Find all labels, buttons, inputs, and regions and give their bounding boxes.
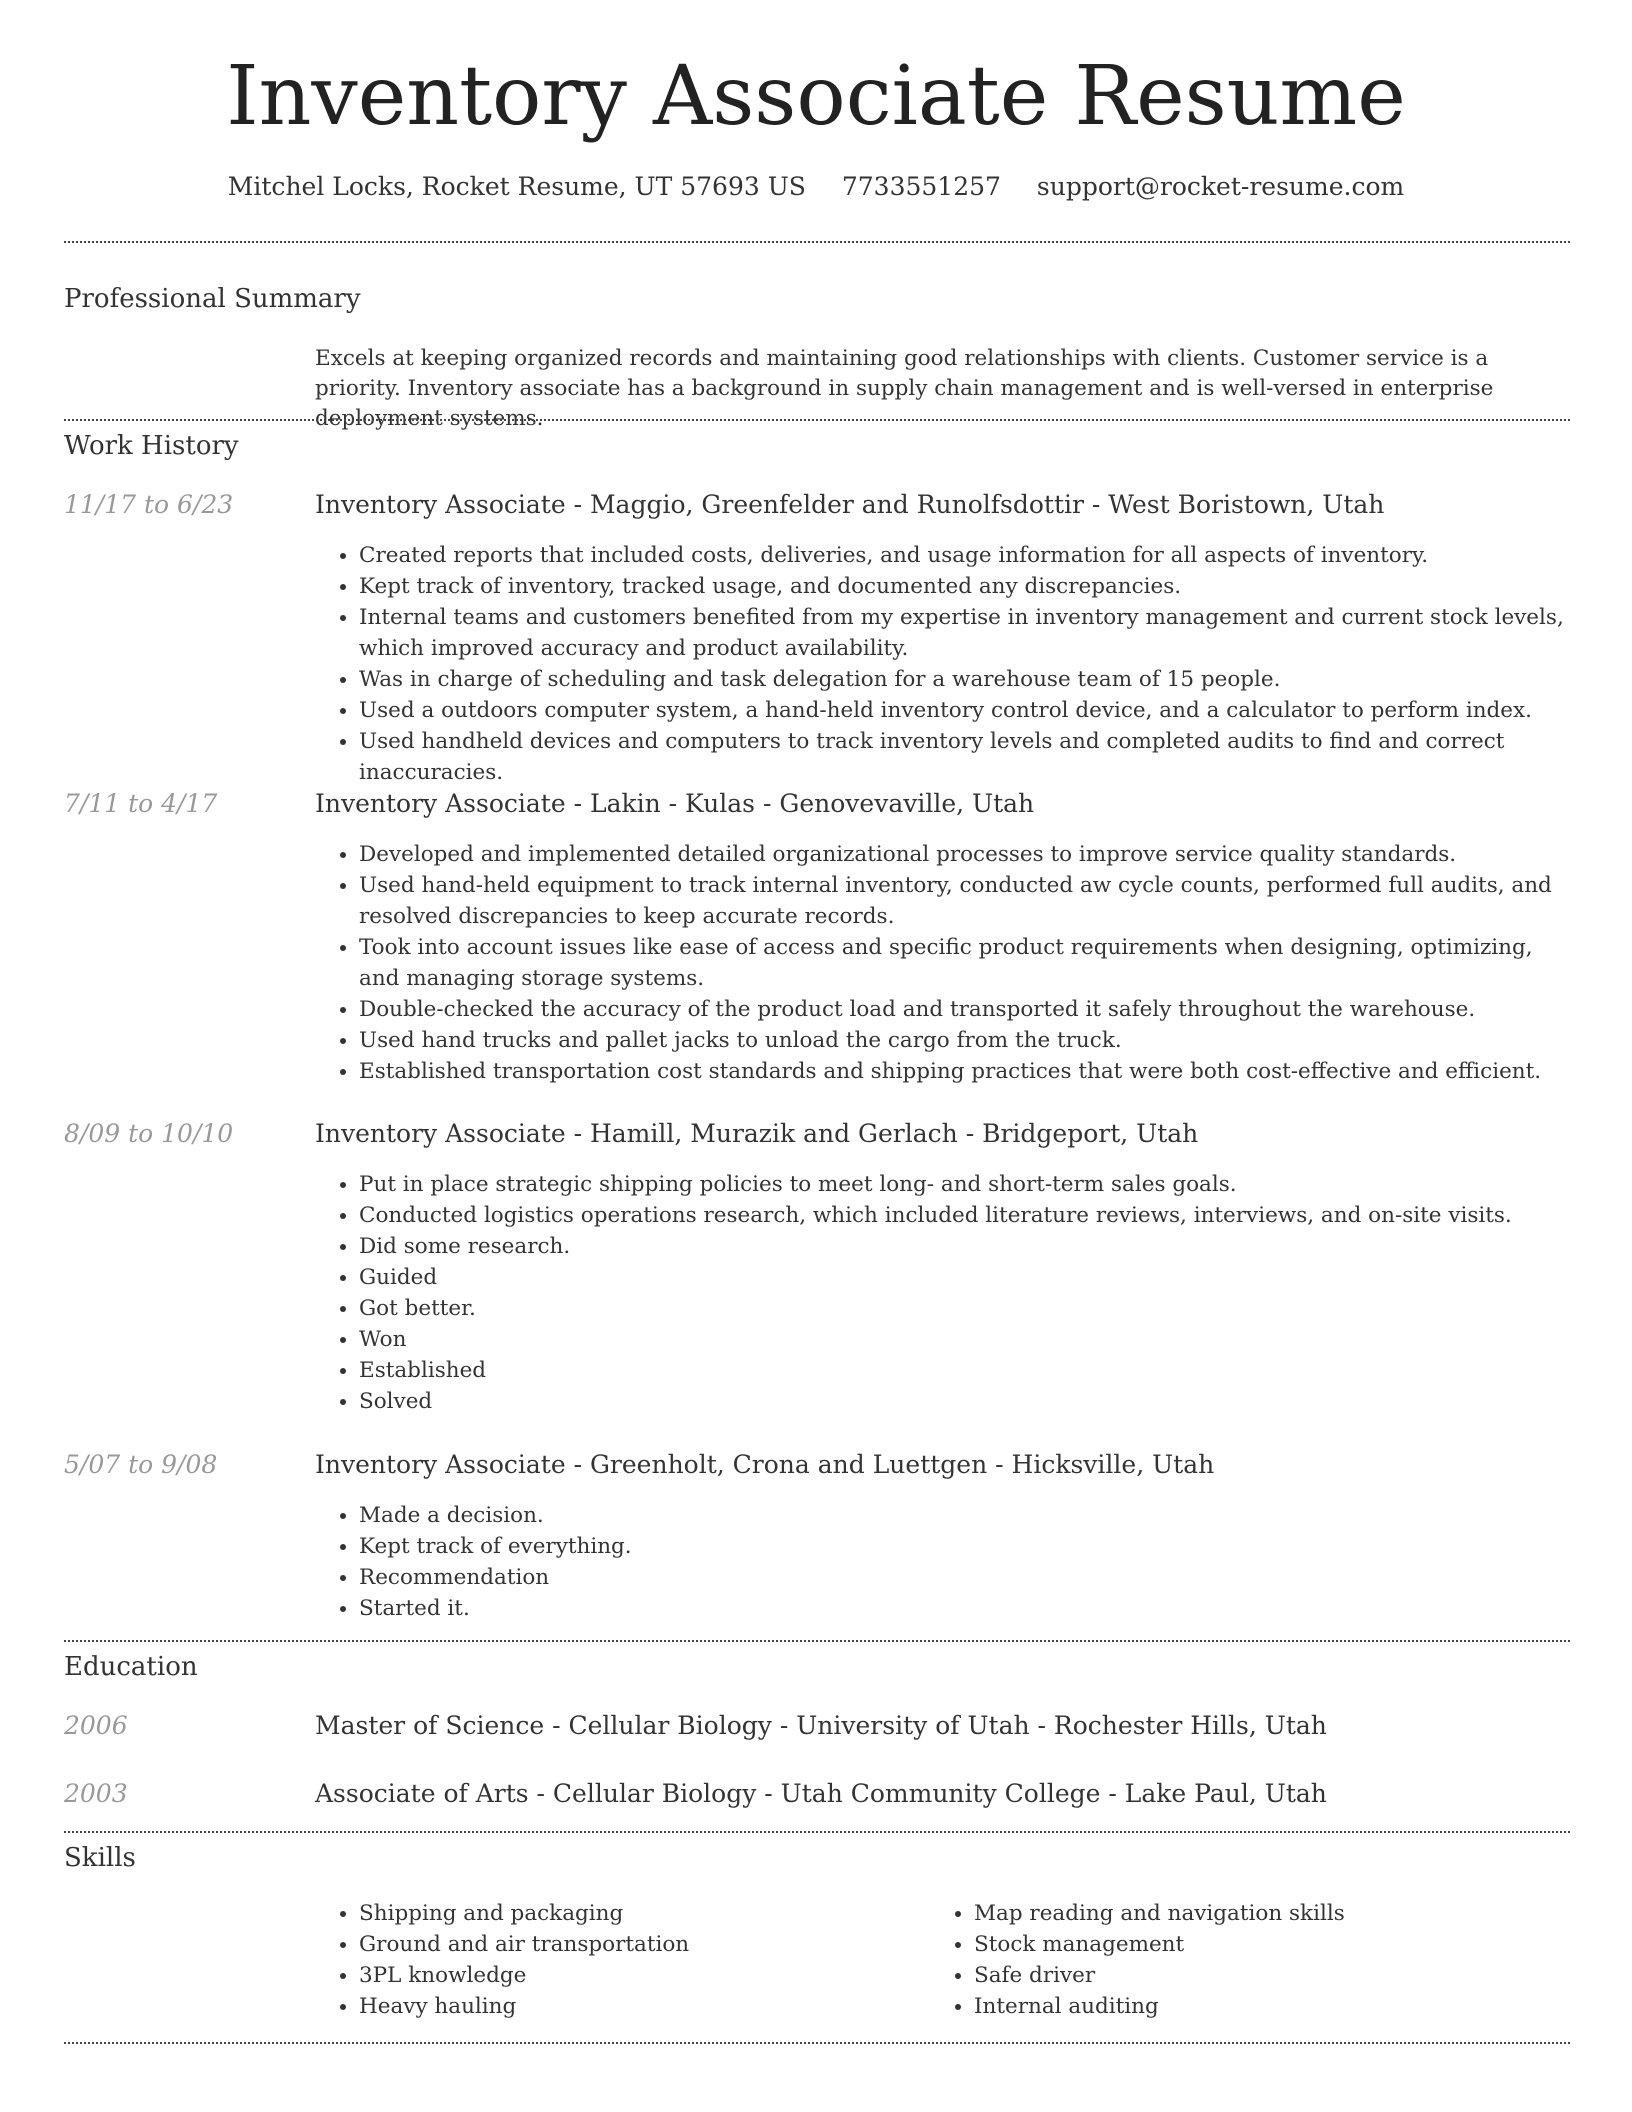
job-bullet: • Put in place strategic shipping policies to meet long- and short-term sales goals.: [359, 1169, 1567, 1200]
job-bullet: • Solved: [359, 1386, 1567, 1417]
job-dates: 11/17 to 6/23: [64, 490, 234, 519]
job-bullet: • Made a decision.: [359, 1500, 1567, 1531]
summary-text: Excels at keeping organized records and maintaining good relationships with clients. Customer service is a priority. Inventory associate has a background in supply chain management and is well-versed in enterprise deployment systems.: [315, 346, 1494, 431]
section-title-skills: Skills: [64, 1843, 136, 1873]
skill-item: • Map reading and navigation skills: [974, 1898, 1632, 1929]
skill-item: • 3PL knowledge: [359, 1960, 1567, 1991]
contact-address: Mitchel Locks, Rocket Resume, UT 57693 US: [227, 172, 806, 201]
skills-list-right: [930, 1898, 1632, 2022]
job-bullet: • Used hand-held equipment to track internal inventory, conducted aw cycle counts, performed full audits, and resolved discrepancies to keep accurate records.: [359, 870, 1567, 932]
education-title: Master of Science - Cellular Biology - University of Utah - Rochester Hills, Utah: [315, 1711, 1327, 1740]
skill-item: • Ground and air transportation: [359, 1929, 1567, 1960]
job-bullet: • Used hand trucks and pallet jacks to unload the cargo from the truck.: [359, 1025, 1567, 1056]
job-title: Inventory Associate - Maggio, Greenfelder and Runolfsdottir - West Boristown, Utah: [315, 490, 1385, 519]
job-bullet: • Used handheld devices and computers to track inventory levels and completed audits to find and correct inaccuracies.: [359, 726, 1567, 788]
job-bullet: • Recommendation: [359, 1562, 1567, 1593]
job-bullet: • Did some research.: [359, 1231, 1567, 1262]
job-title: Inventory Associate - Hamill, Murazik and Gerlach - Bridgeport, Utah: [315, 1119, 1199, 1148]
job-bullet: • Took into account issues like ease of access and specific product requirements when designing, optimizing, and managing storage systems.: [359, 932, 1567, 994]
skill-item: • Heavy hauling: [359, 1991, 1567, 2022]
job-bullet: • Won: [359, 1324, 1567, 1355]
section-title-work-history: Work History: [64, 431, 239, 461]
skill-item: • Shipping and packaging: [359, 1898, 1567, 1929]
job-bullets: [315, 540, 1567, 788]
job-bullets: [315, 1500, 1567, 1624]
skill-item: • Safe driver: [974, 1960, 1632, 1991]
page-title: Inventory Associate Resume: [226, 49, 1406, 144]
divider: [64, 241, 1570, 243]
job-dates: 7/11 to 4/17: [64, 789, 218, 818]
skill-item: • Stock management: [974, 1929, 1632, 1960]
skill-item: • Internal auditing: [974, 1991, 1632, 2022]
education-year: 2006: [64, 1711, 128, 1740]
job-bullet: • Established: [359, 1355, 1567, 1386]
job-bullet: • Kept track of inventory, tracked usage, and documented any discrepancies.: [359, 571, 1567, 602]
job-bullet: • Created reports that included costs, deliveries, and usage information for all aspects of inventory.: [359, 540, 1567, 571]
job-bullet: • Kept track of everything.: [359, 1531, 1567, 1562]
job-bullet: • Conducted logistics operations research, which included literature reviews, interviews, and on-site visits.: [359, 1200, 1567, 1231]
job-bullet: • Was in charge of scheduling and task delegation for a warehouse team of 15 people.: [359, 664, 1567, 695]
divider: [64, 419, 1570, 421]
education-title: Associate of Arts - Cellular Biology - Utah Community College - Lake Paul, Utah: [315, 1779, 1327, 1808]
job-bullet: • Got better.: [359, 1293, 1567, 1324]
section-title-summary: Professional Summary: [64, 284, 361, 314]
contact-phone: 7733551257: [841, 172, 1001, 201]
section-title-education: Education: [64, 1652, 198, 1682]
divider: [64, 1640, 1570, 1642]
job-bullet: • Developed and implemented detailed organizational processes to improve service quality standards.: [359, 839, 1567, 870]
job-dates: 8/09 to 10/10: [64, 1119, 234, 1148]
job-bullet: • Internal teams and customers benefited from my expertise in inventory management and current stock levels, which improved accuracy and product availability.: [359, 602, 1567, 664]
job-title: Inventory Associate - Greenholt, Crona and Luettgen - Hicksville, Utah: [315, 1450, 1215, 1479]
job-bullets: [315, 1169, 1567, 1417]
job-bullets: [315, 839, 1567, 1087]
education-year: 2003: [64, 1779, 128, 1808]
job-bullet: • Double-checked the accuracy of the product load and transported it safely throughout the warehouse.: [359, 994, 1567, 1025]
job-bullet: • Established transportation cost standards and shipping practices that were both cost-effective and efficient.: [359, 1056, 1567, 1087]
job-bullet: • Used a outdoors computer system, a hand-held inventory control device, and a calculator to perform index.: [359, 695, 1567, 726]
job-dates: 5/07 to 9/08: [64, 1450, 218, 1479]
job-title: Inventory Associate - Lakin - Kulas - Genovevaville, Utah: [315, 789, 1035, 818]
job-bullet: • Started it.: [359, 1593, 1567, 1624]
contact-email: support@rocket-resume.com: [1036, 172, 1405, 201]
job-bullet: • Guided: [359, 1262, 1567, 1293]
divider: [64, 2042, 1570, 2044]
contact-line: [0, 172, 1632, 201]
divider: [64, 1831, 1570, 1833]
